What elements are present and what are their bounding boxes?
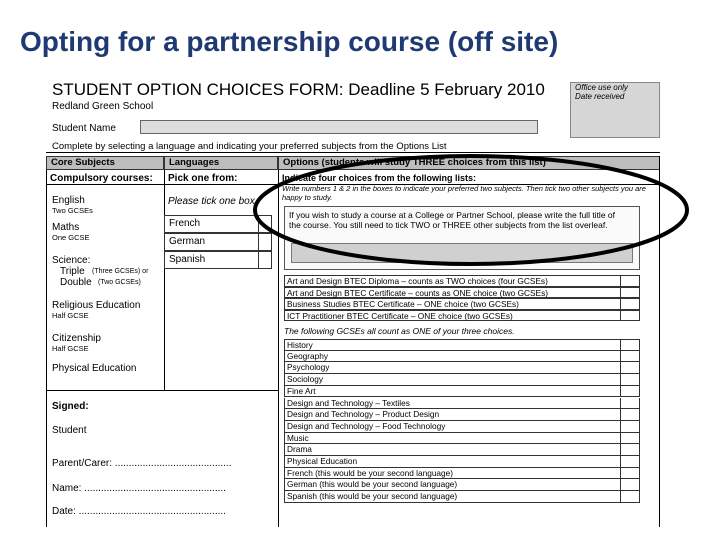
instructions: Complete by selecting a language and indicating your preferred subjects from the Options List xyxy=(52,141,447,152)
core-subject-science: Science: xyxy=(52,255,91,266)
gcse-subject-row[interactable] xyxy=(284,386,640,398)
choice-box[interactable] xyxy=(620,288,639,298)
signed-label: Signed: xyxy=(52,401,89,412)
core-subject-re: Religious Education xyxy=(52,300,141,311)
date-field[interactable]: Date: ..................................................... xyxy=(52,506,226,517)
core-subject-note: (Three GCSEs) or xyxy=(92,268,149,275)
choice-box[interactable] xyxy=(620,479,639,490)
grid-line xyxy=(164,170,165,390)
core-subject-note: Two GCSEs xyxy=(52,206,93,215)
choice-box[interactable] xyxy=(620,433,639,444)
gcse-subject-label: History xyxy=(287,340,313,350)
office-use-label: Office use only xyxy=(575,83,628,92)
btec-choice-row[interactable] xyxy=(284,275,640,287)
choice-box[interactable] xyxy=(620,276,639,286)
parent-carer-signature[interactable]: Parent/Carer: .......................................... xyxy=(52,458,232,469)
student-name-label: Student Name xyxy=(52,123,116,134)
languages-header: Languages xyxy=(164,156,278,170)
gcse-note: The following GCSEs all count as ONE of your three choices. xyxy=(284,326,515,336)
tick-instruction: Please tick one box xyxy=(168,196,255,207)
choice-box[interactable] xyxy=(620,362,639,373)
core-subject-note: Half GCSE xyxy=(52,344,89,353)
options-heading: Indicate four choices from the following lists: xyxy=(282,173,477,183)
core-subject-note: One GCSE xyxy=(52,233,90,242)
core-subject-note: (Two GCSEs) xyxy=(98,279,141,286)
oval-shape xyxy=(255,156,687,264)
gcse-subject-row[interactable] xyxy=(284,456,640,468)
option-choices-form xyxy=(46,78,660,527)
gcse-subject-row[interactable] xyxy=(284,479,640,491)
office-use-box xyxy=(570,82,660,138)
choice-box[interactable] xyxy=(620,468,639,479)
core-subject-note: Half GCSE xyxy=(52,311,89,320)
btec-choice-label: Art and Design BTEC Diploma – counts as TWO choices (four GCSEs) xyxy=(287,276,548,286)
gcse-subject-label: Music xyxy=(287,432,309,443)
gcse-subject-label: Design and Technology – Product Design xyxy=(287,409,440,420)
gcse-subject-row[interactable] xyxy=(284,339,640,351)
core-subject-double: Double xyxy=(60,277,92,288)
partnership-text: If you wish to study a course at a College or Partner School, please write the full title of the course. You still need to tick TWO or THREE other subjects from the list overleaf. xyxy=(289,210,616,230)
btec-choice-label: Business Studies BTEC Certificate – ONE choice (two GCSEs) xyxy=(287,299,519,309)
gcse-subject-label: Design and Technology – Textiles xyxy=(287,397,410,408)
grid-line xyxy=(46,170,47,527)
gcse-subject-label: Fine Art xyxy=(287,385,316,396)
btec-choice-label: Art and Design BTEC Certificate – counts as ONE choice (two GCSEs) xyxy=(287,287,548,298)
gcse-subject-row[interactable] xyxy=(284,433,640,445)
gcse-subject-row[interactable] xyxy=(284,374,640,386)
gcse-subject-row[interactable] xyxy=(284,421,640,433)
choice-box[interactable] xyxy=(620,491,639,502)
gcse-subject-label: Design and Technology – Food Technology xyxy=(287,420,446,431)
choice-box[interactable] xyxy=(620,299,639,309)
name-field[interactable]: Name: ................................................... xyxy=(52,483,226,494)
date-received-label: Date received xyxy=(575,92,625,101)
options-header: Options (students will study THREE choices from this list) xyxy=(278,156,660,170)
compulsory-label: Compulsory courses: xyxy=(50,173,153,184)
school-name: Redland Green School xyxy=(52,101,154,112)
btec-choice-row[interactable] xyxy=(284,287,640,299)
core-subject-triple: Triple xyxy=(60,266,85,277)
slide-title: Opting for a partnership course (off site) xyxy=(20,26,559,57)
btec-choice-row[interactable] xyxy=(284,310,640,322)
choice-box[interactable] xyxy=(620,374,639,385)
gcse-subject-row[interactable] xyxy=(284,444,640,456)
gcse-subject-row[interactable] xyxy=(284,362,640,374)
gcse-subject-row[interactable] xyxy=(284,468,640,480)
choice-box[interactable] xyxy=(620,409,639,420)
choice-box[interactable] xyxy=(620,311,639,321)
gcse-subject-label: French (this would be your second language) xyxy=(287,467,454,478)
gcse-subject-row[interactable] xyxy=(284,398,640,410)
highlight-oval xyxy=(250,150,692,270)
gcse-subject-label: Drama xyxy=(287,444,312,455)
gcse-subject-label: Psychology xyxy=(287,362,330,373)
grid-line xyxy=(46,390,278,391)
choice-box[interactable] xyxy=(620,444,639,455)
gcse-subject-label: Spanish (this would be your second language) xyxy=(287,491,458,502)
gcse-subject-label: Geography xyxy=(287,350,329,361)
choice-box[interactable] xyxy=(620,421,639,432)
core-header: Core Subjects xyxy=(46,156,164,170)
choice-box[interactable] xyxy=(620,386,639,397)
options-instruction: Write numbers 1 & 2 in the boxes to indicate your preferred two subjects. Then tick two other subjects you are happy to study. xyxy=(282,184,646,202)
language-label: Spanish xyxy=(169,254,206,265)
language-label: German xyxy=(169,236,206,247)
gcse-subject-label: German (this would be your second language) xyxy=(287,479,458,490)
choice-box[interactable] xyxy=(620,351,639,362)
student-name-field[interactable] xyxy=(140,120,538,134)
btec-choice-label: ICT Practitioner BTEC Certificate – ONE choice (two GCSEs) xyxy=(287,310,513,321)
choice-box[interactable] xyxy=(620,398,639,409)
core-subject-english: English xyxy=(52,195,85,206)
student-signature-label[interactable]: Student xyxy=(52,425,87,436)
core-subject-citizenship: Citizenship xyxy=(52,333,101,344)
gcse-subject-row[interactable] xyxy=(284,491,640,503)
gcse-subject-label: Physical Education xyxy=(287,456,358,466)
choice-box[interactable] xyxy=(620,456,639,467)
language-label: French xyxy=(169,218,201,229)
choice-box[interactable] xyxy=(620,340,639,350)
form-title: STUDENT OPTION CHOICES FORM: Deadline 5 February 2010 xyxy=(52,80,545,99)
gcse-subject-row[interactable] xyxy=(284,351,640,363)
gcse-subject-row[interactable] xyxy=(284,409,640,421)
gcse-subject-label: Sociology xyxy=(287,374,323,385)
core-subject-pe: Physical Education xyxy=(52,363,137,374)
pick-one-label: Pick one from: xyxy=(168,173,238,184)
core-subject-maths: Maths xyxy=(52,222,80,233)
btec-choice-row[interactable] xyxy=(284,298,640,310)
